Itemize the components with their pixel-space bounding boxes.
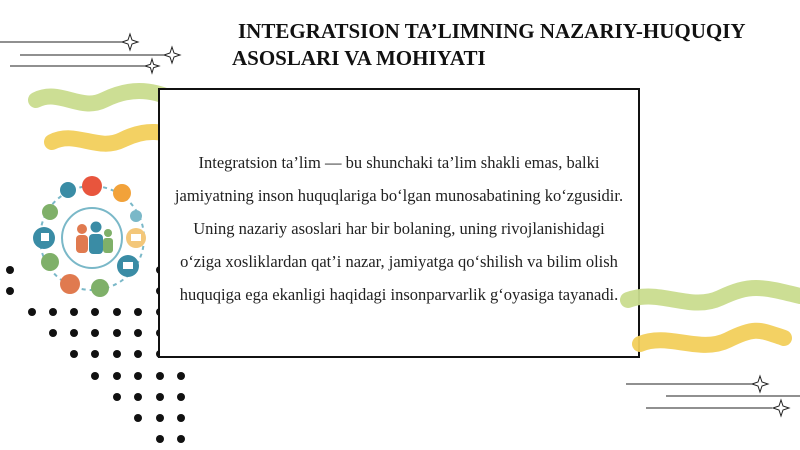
body-text: Integratsion ta’lim — bu shunchaki ta’lim shakli emas, balki jamiyatning inson huquqlariga bo‘lgan munosabatining ko‘zgusidir. Uning nazariy asoslari har bir bolaning, uning rivojlanishidagi o‘ziga xosliklardan qat’i nazar, jamiyatga qo‘shilish va bilim olish huquqiga ega ekanligi haqidagi insonparvarlik g‘oyasiga tayanadi. bbox=[174, 153, 624, 304]
people-community-circle-icon bbox=[33, 176, 146, 297]
green-brush-stroke-right bbox=[628, 288, 800, 303]
title-line-2: ASOSLARI VA MOHIYATI bbox=[232, 46, 486, 70]
yellow-brush-stroke-right bbox=[640, 331, 784, 345]
title-line-1: INTEGRATSION TA’LIMNING NAZARIY-HUQUQIY bbox=[238, 19, 746, 43]
sparkle-lines-bottom-right bbox=[626, 384, 800, 408]
